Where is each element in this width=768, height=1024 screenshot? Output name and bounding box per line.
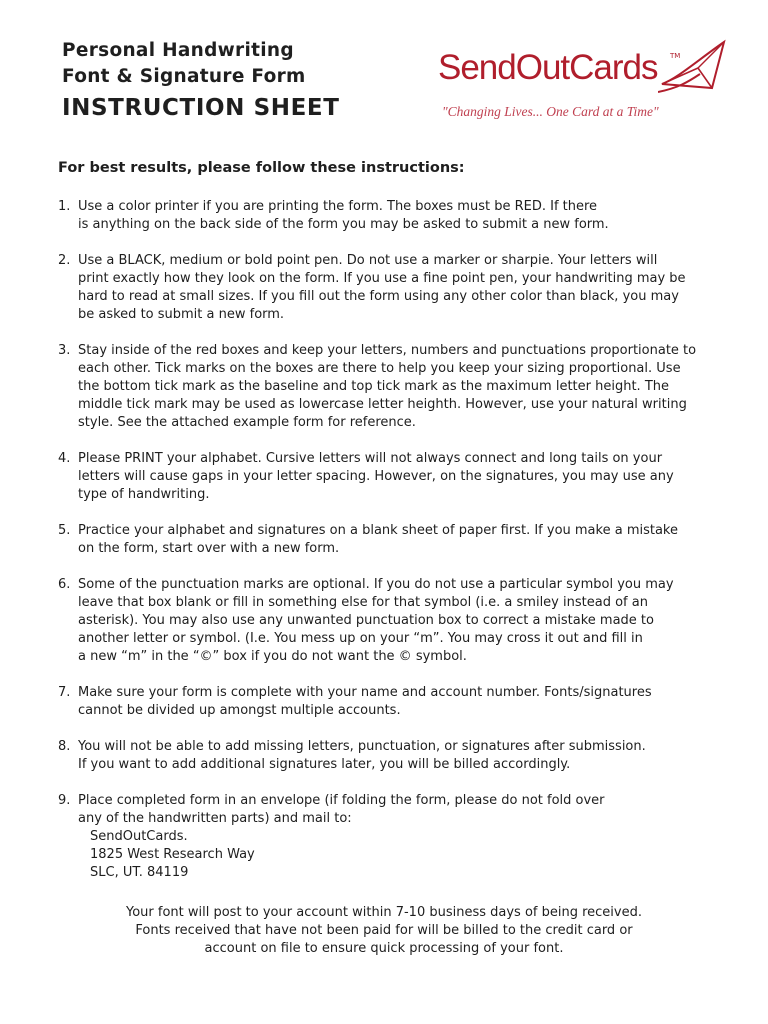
instructions-heading: For best results, please follow these instructions: [58, 160, 465, 176]
list-item [58, 684, 748, 720]
logo-trademark: TM [670, 52, 681, 60]
document-title: INSTRUCTION SHEET [62, 95, 340, 121]
logo-tagline: "Changing Lives... One Card at a Time" [442, 104, 659, 119]
list-item [58, 522, 748, 558]
item-text: Practice your alphabet and signatures on a blank sheet of paper first. If you make a mistake on the form, start over with a new form. [78, 523, 678, 556]
item-text: Some of the punctuation marks are optional. If you do not use a particular symbol you may leave that box blank or fill in something else for that symbol (i.e. a smiley instead of an asterisk). You may also use any unwanted punctuation box to correct a mistake made to another letter or symbol. (I.e. You mess up on your “m”. You may cross it out and fill in a new “m” in the “©” box if you do not want the © symbol. [78, 577, 674, 664]
sendoutcards-logo [432, 38, 732, 128]
item-text: You will not be able to add missing letters, punctuation, or signatures after submission. If you want to add additional signatures later, you will be billed accordingly. [78, 739, 646, 772]
item-number: 4. [58, 451, 71, 466]
list-item [58, 792, 748, 882]
item-number: 3. [58, 343, 71, 358]
list-item [58, 738, 748, 774]
logo-wordmark: SendOutCards [438, 48, 658, 87]
item-text: Use a BLACK, medium or bold point pen. Do not use a marker or sharpie. Your letters will print exactly how they look on the form. If you use a fine point pen, your handwriting may be hard to read at small sizes. If you fill out the form using any other color than black, you may be asked to submit a new form. [78, 253, 686, 322]
item-text: Make sure your form is complete with your name and account number. Fonts/signatures cannot be divided up amongst multiple accounts. [78, 685, 652, 718]
list-item [58, 198, 748, 234]
item-number: 8. [58, 739, 71, 754]
list-item [58, 342, 748, 432]
item-number: 6. [58, 577, 71, 592]
list-item [58, 450, 748, 504]
item-number: 2. [58, 253, 71, 268]
item-number: 9. [58, 793, 71, 808]
mailing-address: SendOutCards. 1825 West Research Way SLC, UT. 84119 [90, 829, 255, 880]
item-text: Stay inside of the red boxes and keep your letters, numbers and punctuations proportionate to each other. Tick marks on the boxes are there to help you keep your sizing proportional. Use the bottom tick mark as the baseline and top tick mark as the maximum letter height. The middle tick mark may be used as lowercase letter heighth. However, use your natural writing style. See the attached example form for reference. [78, 343, 697, 430]
title-line-1: Personal Handwriting [62, 40, 294, 61]
page-header [0, 0, 768, 140]
title-line-2: Font & Signature Form [62, 66, 306, 87]
envelope-swoosh-icon [658, 38, 728, 98]
item-text: Use a color printer if you are printing the form. The boxes must be RED. If there is anything on the back side of the form you may be asked to submit a new form. [78, 199, 609, 232]
instruction-list [58, 198, 748, 900]
list-item [58, 576, 748, 666]
processing-note: Your font will post to your account within 7-10 business days of being received. Fonts received that have not been paid for will be billed to the credit card or account on file to ensure quick processing of your font. [125, 905, 642, 956]
list-item [58, 252, 748, 324]
item-number: 1. [58, 199, 71, 214]
item-text: Place completed form in an envelope (if folding the form, please do not fold over any of the handwritten parts) and mail to: [78, 793, 605, 826]
item-number: 7. [58, 685, 71, 700]
item-number: 5. [58, 523, 71, 538]
item-text: Please PRINT your alphabet. Cursive letters will not always connect and long tails on your letters will cause gaps in your letter spacing. However, on the signatures, you may use any type of handwriting. [78, 451, 674, 502]
